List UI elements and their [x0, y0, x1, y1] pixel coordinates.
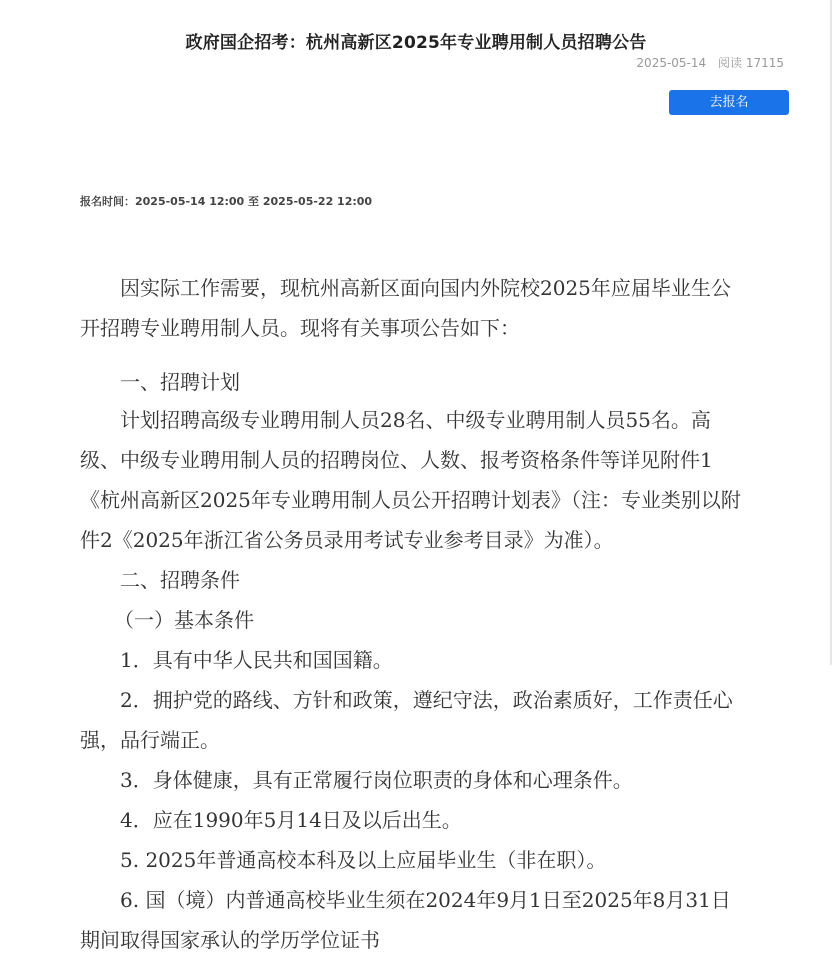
condition-5: 5. 2025年普通高校本科及以上应届毕业生（非在职）。	[120, 848, 607, 872]
condition-3: 3．身体健康，具有正常履行岗位职责的身体和心理条件。	[120, 768, 633, 792]
registration-time: 报名时间：2025-05-14 12:00 至 2025-05-22 12:00	[80, 195, 373, 208]
page-title: 政府国企招考：杭州高新区2025年专业聘用制人员招聘公告	[185, 33, 647, 53]
section-heading-conditions: 二、招聘条件	[120, 568, 240, 592]
publish-date: 2025-05-14	[636, 56, 707, 70]
plan-paragraph: 计划招聘高级专业聘用制人员28名、中级专业聘用制人员55名。高级、中级专业聘用制人员的招聘岗位、人数、报考资格条件等详见附件1《杭州高新区2025年专业聘用制人员公开招聘计划表》（注：专业类别以附件2《2025年浙江省公务员录用考试专业参考目录》为准）。	[80, 408, 741, 552]
apply-button[interactable]: 去报名	[669, 90, 789, 115]
section-heading-plan: 一、招聘计划	[120, 370, 240, 394]
condition-4: 4．应在1990年5月14日及以后出生。	[120, 808, 462, 832]
view-count: 阅读 17115	[718, 56, 784, 70]
condition-6: 6. 国（境）内普通高校毕业生须在2024年9月1日至2025年8月31日期间取得国家承认的学历学位证书	[80, 888, 731, 952]
condition-2: 2．拥护党的路线、方针和政策，遵纪守法，政治素质好，工作责任心强，品行端正。	[80, 688, 733, 752]
condition-1: 1．具有中华人民共和国国籍。	[120, 648, 393, 672]
article-meta	[628, 54, 784, 71]
article-body	[80, 268, 750, 960]
subsection-heading-basic: （一）基本条件	[114, 608, 254, 632]
intro-paragraph: 因实际工作需要，现杭州高新区面向国内外院校2025年应届毕业生公开招聘专业聘用制人员。现将有关事项公告如下：	[80, 276, 731, 340]
